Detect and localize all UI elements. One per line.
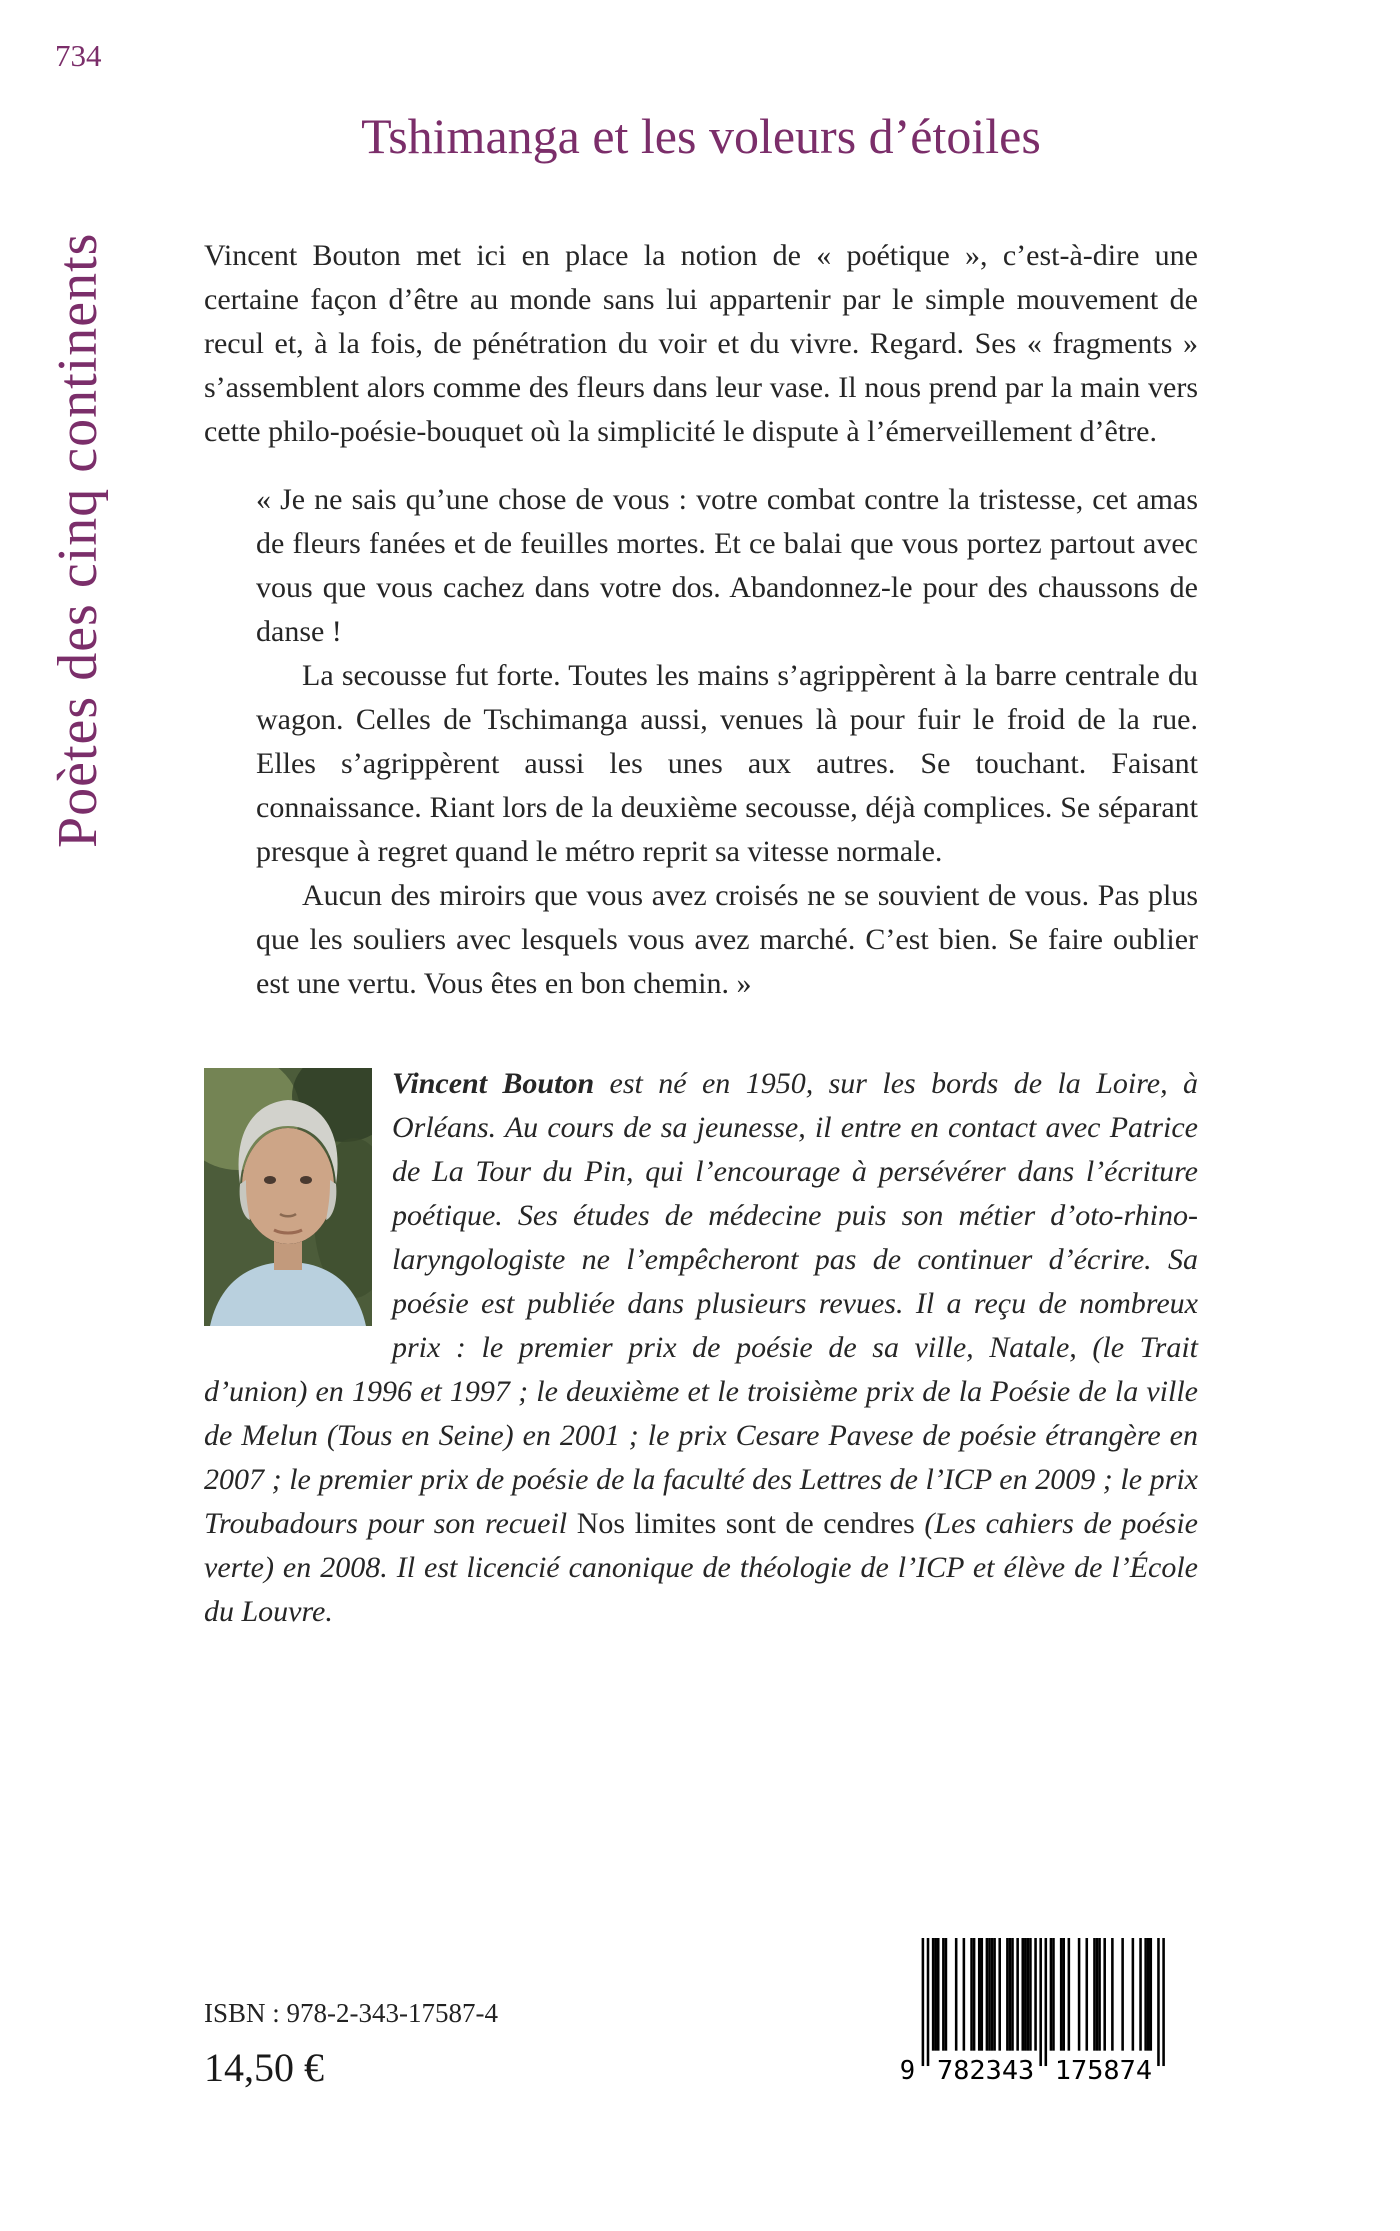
svg-text:175874: 175874 [1054, 2055, 1153, 2086]
svg-text:9: 9 [899, 2055, 916, 2086]
main-text-column [204, 0, 1198, 1634]
barcode-bars [896, 1938, 1170, 2087]
quote-paragraph-2: La secousse fut forte. Toutes les mains s’agrippèrent à la barre centrale du wagon. Celles de Tschimanga aussi, venues là pour fuir le froid de la rue. Elles s’agrippèrent aussi les unes aux autres. Se touchant. Faisant connaissance. Riant lors de la deuxième secousse, déjà complices. Se séparant presque à regret quand le métro reprit sa vitesse normale. [256, 658, 1198, 868]
bio-text-2: (Les cahiers de poésie verte) en 2008. Il est licencié canonique de théologie de l’ICP et élève de l’École du Louvre. [204, 1506, 1198, 1628]
barcode-ean13 [896, 1938, 1170, 2088]
isbn-text: ISBN : 978-2-343-17587-4 [204, 1998, 498, 2028]
author-name: Vincent Bouton [392, 1066, 595, 1100]
bio-text-1: est né en 1950, sur les bords de la Loire, à Orléans. Au cours de sa jeunesse, il entre en contact avec Patrice de La Tour du Pin, qui l’encourage à persévérer dans l’écriture poétique. Ses études de médecine puis son métier d’oto-rhino-laryngologiste ne l’empêcheront pas de continuer d’écrire. Sa poésie est publiée dans plusieurs revues. Il a reçu de nombreux prix : le premier prix de poésie de sa ville, Natale, (le Trait d’union) en 1996 et 1997 ; le deuxième et le troisième prix de la Poésie de la ville de Melun (Tous en Seine) en 2001 ; le prix Cesare Pavese de poésie étrangère en 2007 ; le premier prix de poésie de la faculté des Lettres de l’ICP en 2009 ; le prix Troubadours pour son recueil [204, 1066, 1198, 1540]
page-number: 734 [55, 38, 102, 73]
author-portrait-illustration [204, 1068, 372, 1326]
collection-title-vertical: Poètes des cinq continents [47, 232, 109, 848]
svg-text:782343: 782343 [936, 2055, 1035, 2086]
quote-block [256, 478, 1198, 1006]
author-photo [204, 1068, 372, 1326]
quote-paragraph-3: Aucun des miroirs que vous avez croisés ne se souvient de vous. Pas plus que les souliers avec lesquels vous avez marché. C’est bien. Se faire oublier est une vertu. Vous êtes en bon chemin. » [256, 878, 1198, 1000]
blurb-paragraph: Vincent Bouton met ici en place la notion de « poétique », c’est-à-dire une certaine façon d’être au monde sans lui appartenir par le simple mouvement de recul et, à la fois, de pénétration du voir et du vivre. Regard. Ses « fragments » s’assemblent alors comme des fleurs dans leur vase. Il nous prend par la main vers cette philo-poésie-bouquet où la simplicité le dispute à l’émerveillement d’être. [204, 238, 1198, 448]
bio-book-title: Nos limites sont de cendres [576, 1506, 915, 1540]
book-title: Tshimanga et les voleurs d’étoiles [361, 108, 1041, 164]
author-bio [204, 1062, 1198, 1634]
price-text: 14,50 € [204, 2045, 324, 2090]
quote-paragraph-1: « Je ne sais qu’une chose de vous : votre combat contre la tristesse, cet amas de fleurs fanées et de feuilles mortes. Et ce balai que vous portez partout avec vous que vous cachez dans votre dos. Abandonnez-le pour des chaussons de danse ! [256, 482, 1198, 648]
